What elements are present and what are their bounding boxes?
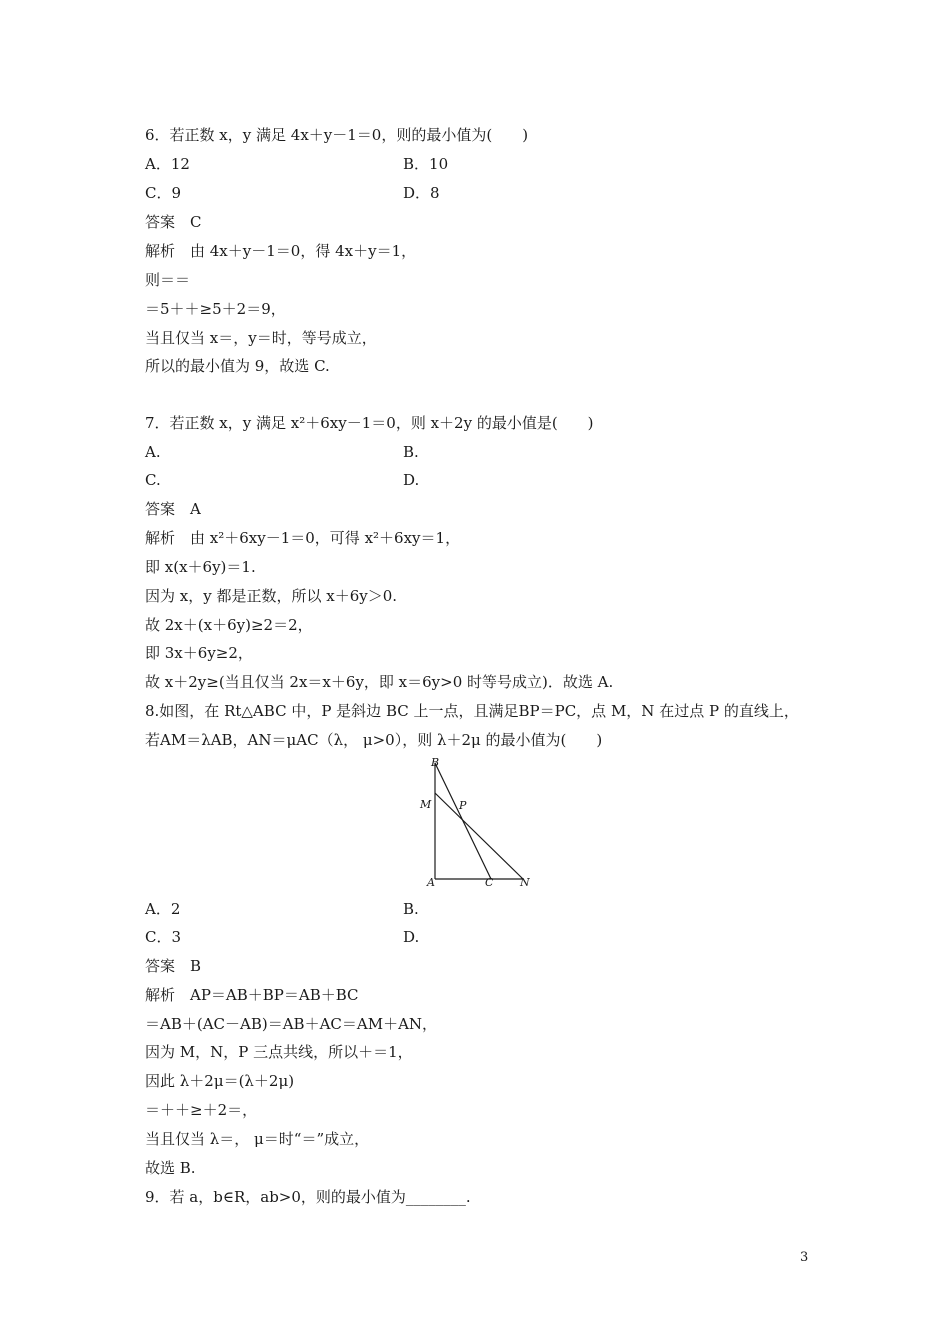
q8-solution-line: ＝AB＋(AC－AB)＝AB＋AC＝AM＋AN，	[145, 1015, 438, 1033]
segment-mn	[435, 793, 523, 879]
q8-solution-line: 故选 B.	[145, 1159, 196, 1177]
q7-solution-line: 因为 x，y 都是正数，所以 x＋6y＞0.	[145, 587, 398, 605]
label-m: M	[420, 798, 432, 811]
page-number: 3	[800, 1250, 809, 1265]
q8-solution-line: 当且仅当 λ＝， μ＝时“＝”成立，	[145, 1130, 370, 1148]
q8-option-a: A．2	[145, 900, 181, 918]
q8-solution-line: 因此 λ＋2μ＝(λ＋2μ)	[145, 1072, 295, 1090]
q7-option-c: C.	[145, 471, 161, 489]
q6-option-b: B．10	[403, 155, 449, 173]
q8-stem-line2: 若AM＝λAB，AN＝μAC（λ， μ>0），则 λ＋2μ 的最小值为( )	[145, 731, 603, 749]
q8-option-c: C．3	[145, 928, 182, 946]
q7-option-b: B.	[403, 443, 419, 461]
q7-solution-line: 故 2x＋(x＋6y)≥2＝2，	[145, 616, 313, 634]
label-b: B	[431, 756, 440, 769]
q6-solution-line: 所以的最小值为 9，故选 C.	[145, 357, 330, 375]
q7-solution-line: 解析 由 x²＋6xy－1＝0，可得 x²＋6xy＝1，	[145, 529, 461, 547]
label-p: P	[459, 799, 467, 812]
q8-option-b: B.	[403, 900, 419, 918]
q7-solution-line: 即 3x＋6y≥2，	[145, 644, 253, 662]
q6-option-d: D．8	[403, 184, 440, 202]
q7-solution-line: 故 x＋2y≥(当且仅当 2x＝x＋6y，即 x＝6y>0 时等号成立)．故选 A.	[145, 673, 614, 691]
q8-stem-line1: 8.如图，在 Rt△ABC 中，P 是斜边 BC 上一点，且满足BP＝PC，点 M，N 在过点 P 的直线上，	[145, 702, 799, 720]
q8-solution-line: 解析 AP＝AB＋BP＝AB＋BC	[145, 986, 359, 1004]
q6-answer: 答案 C	[145, 213, 202, 231]
q8-triangle-figure	[415, 753, 540, 893]
q6-stem: 6．若正数 x，y 满足 4x＋y－1＝0，则的最小值为( )	[145, 126, 529, 144]
q7-option-d: D.	[403, 471, 420, 489]
q8-answer: 答案 B	[145, 957, 202, 975]
label-n: N	[520, 876, 530, 889]
q7-option-a: A.	[145, 443, 161, 461]
q6-solution-line: ＝5＋＋≥5＋2＝9，	[145, 300, 286, 318]
q6-option-c: C．9	[145, 184, 182, 202]
q8-option-d: D.	[403, 928, 420, 946]
q7-solution-line: 即 x(x＋6y)＝1.	[145, 558, 256, 576]
label-c: C	[485, 876, 494, 889]
label-a: A	[427, 876, 435, 889]
q6-solution-line: 则＝＝	[145, 271, 191, 289]
q6-option-a: A．12	[145, 155, 190, 173]
q7-answer: 答案 A	[145, 500, 201, 518]
q9-stem: 9．若 a，b∈R，ab>0，则的最小值为________.	[145, 1188, 471, 1206]
q8-solution-line: ＝＋＋≥＋2＝，	[145, 1101, 258, 1119]
q8-solution-line: 因为 M，N，P 三点共线，所以＋＝1，	[145, 1043, 413, 1061]
q7-stem: 7．若正数 x，y 满足 x²＋6xy－1＝0，则 x＋2y 的最小值是( )	[145, 414, 594, 432]
q6-solution-line: 解析 由 4x＋y－1＝0，得 4x＋y＝1，	[145, 242, 417, 260]
q6-solution-line: 当且仅当 x＝，y＝时，等号成立，	[145, 329, 377, 347]
